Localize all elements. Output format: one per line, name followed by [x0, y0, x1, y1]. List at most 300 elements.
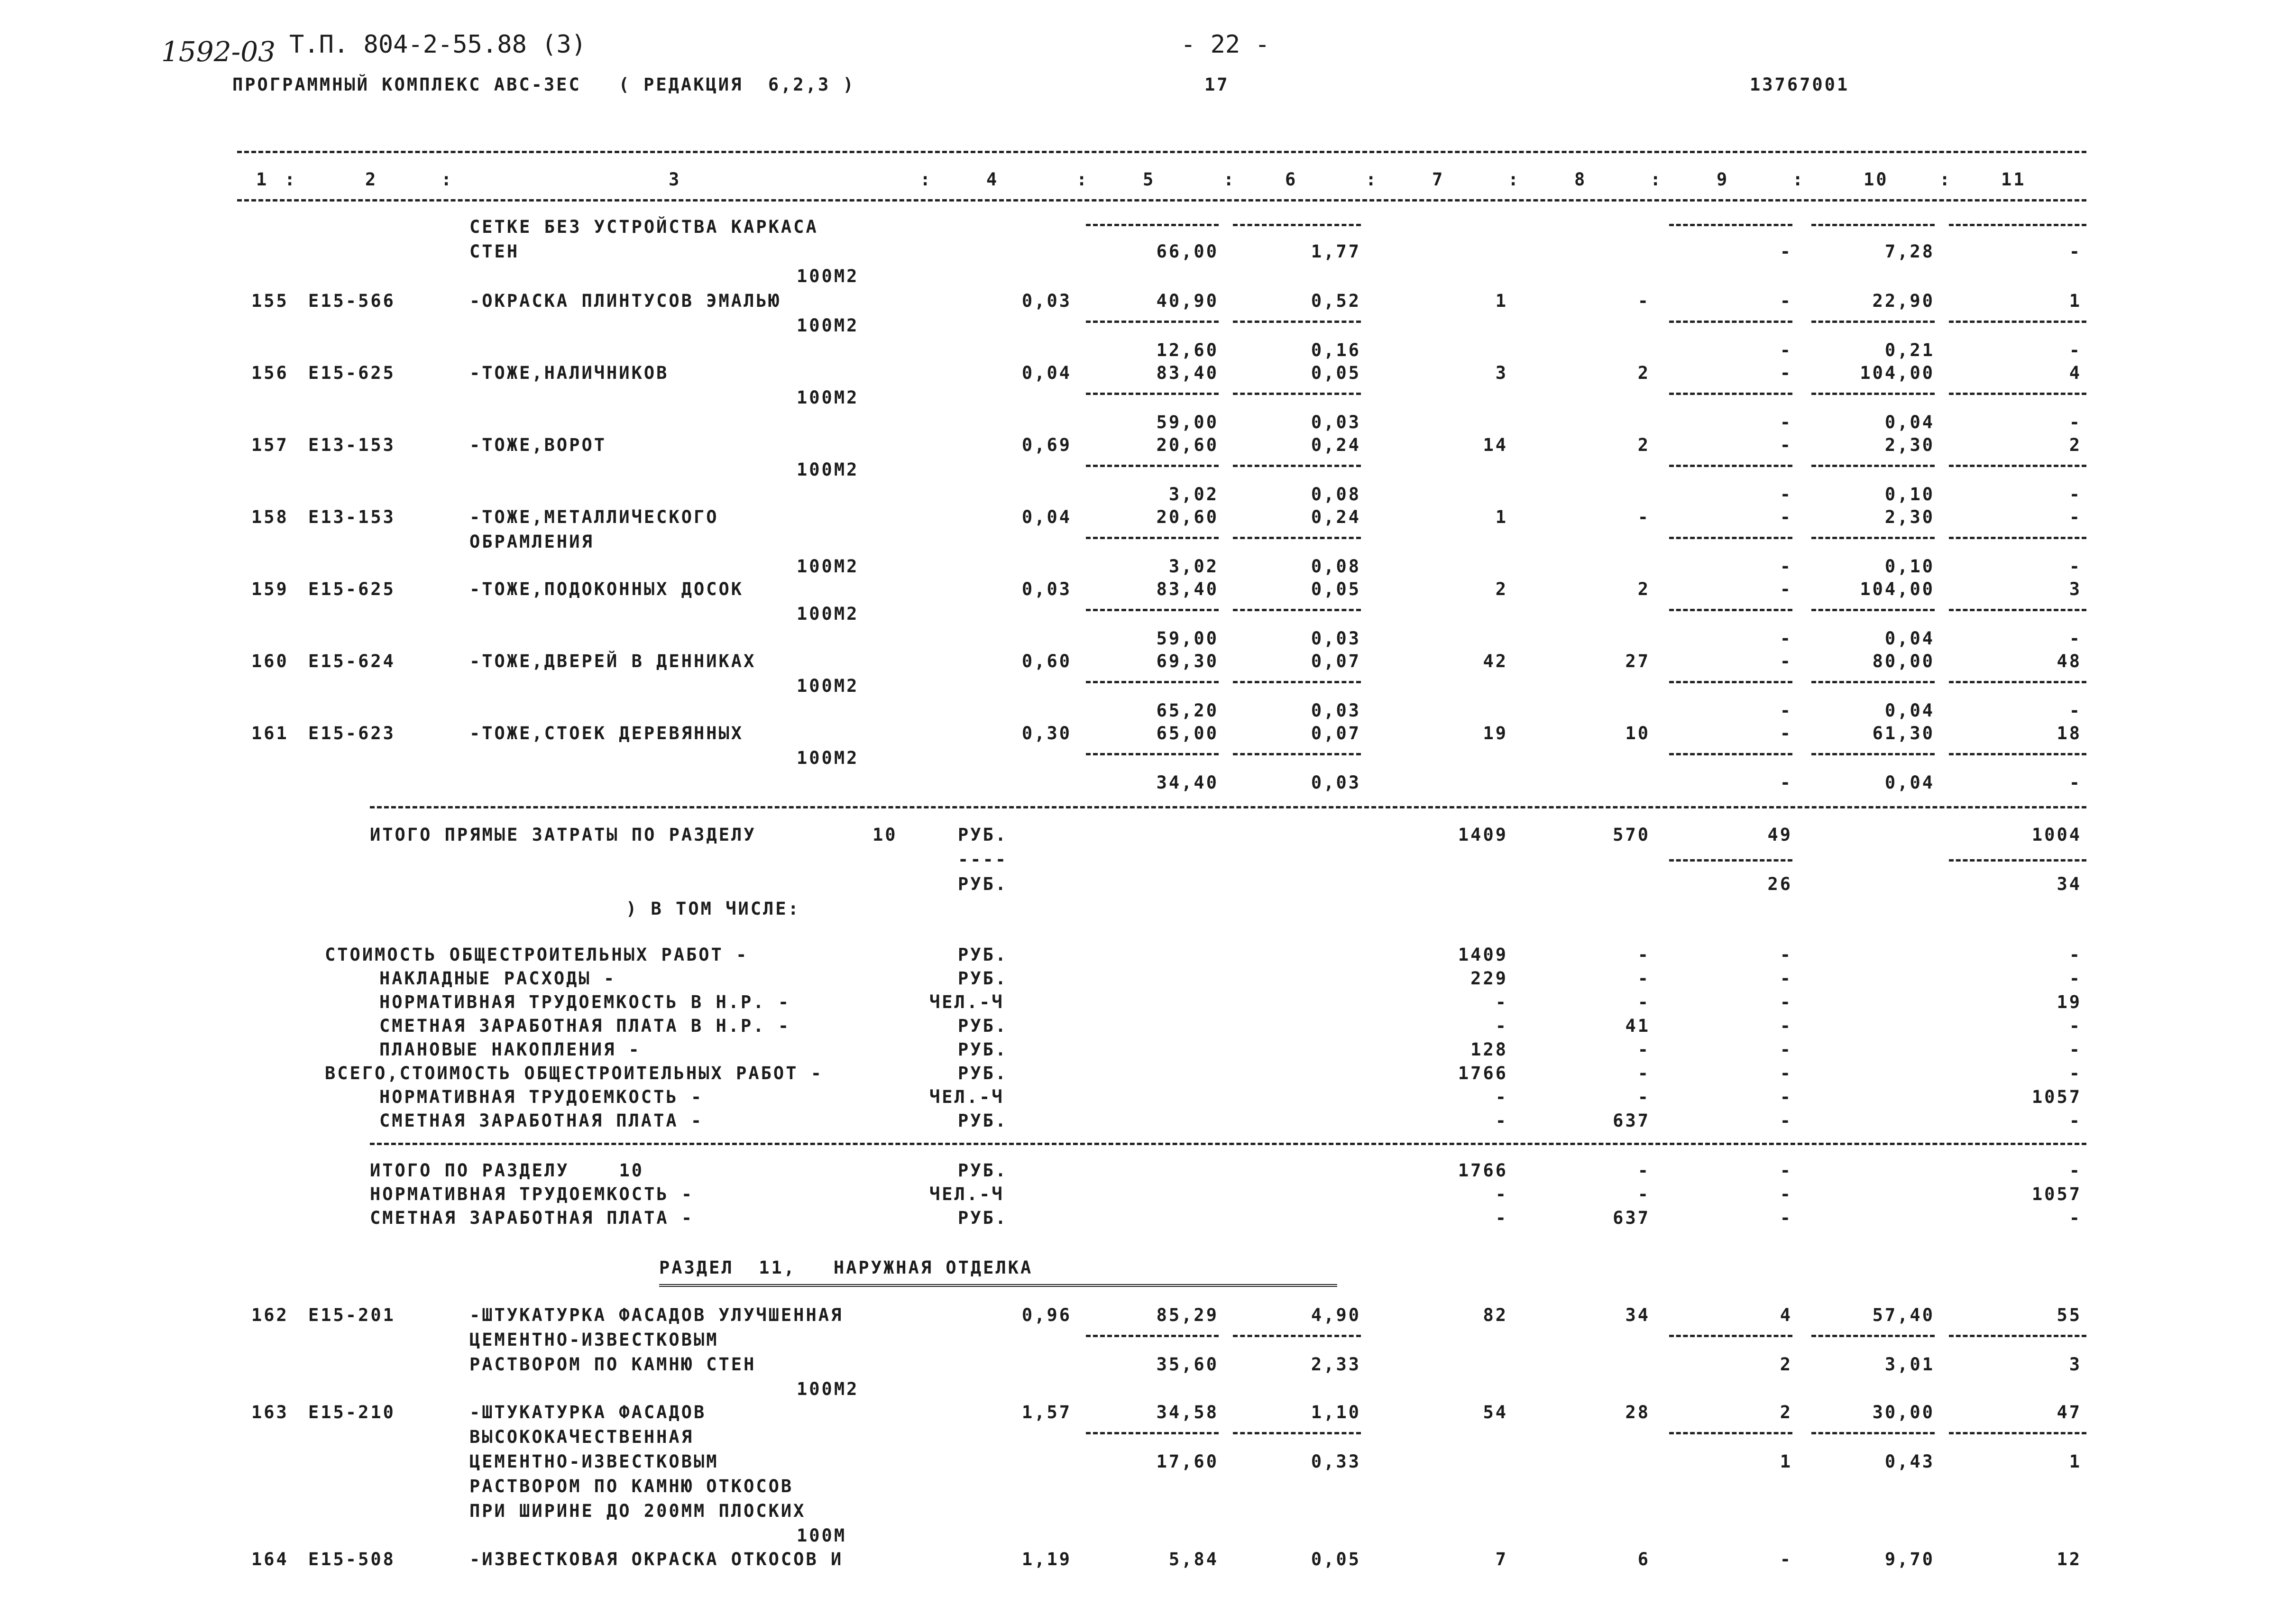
row-c10-rule	[1811, 465, 1935, 467]
row-c6-bottom: 0,03	[1311, 772, 1361, 793]
row-c10-bottom: 0,04	[1884, 412, 1935, 432]
row-c9-top: -	[1780, 1549, 1792, 1569]
summary-c7: -	[1495, 1087, 1508, 1107]
row-quantity: 1,19	[1021, 1549, 1072, 1569]
row-c9-rule	[1669, 1432, 1792, 1434]
row-c11-top: 3	[2069, 579, 2082, 599]
row-c11-rule	[1949, 753, 2086, 755]
row-c10-rule	[1811, 681, 1935, 683]
page-number: - 22 -	[1181, 30, 1270, 59]
summary-c7: -	[1495, 1110, 1508, 1131]
row-description: -ТОЖЕ,СТОЕК ДЕРЕВЯННЫХ	[469, 723, 744, 743]
row-c6-top: 0,24	[1311, 507, 1361, 527]
summary-c8: -	[1637, 1087, 1650, 1107]
row-c6-top: 0,05	[1311, 579, 1361, 599]
row-c8: 28	[1625, 1402, 1650, 1422]
row-quantity: 1,57	[1021, 1402, 1072, 1422]
summary-unit: ЧЕЛ.-Ч	[929, 992, 1004, 1012]
row-c5-top: 5,84	[1168, 1549, 1219, 1569]
handwritten-code: 1592-03	[161, 36, 276, 68]
row-c11-top: 2	[2069, 435, 2082, 455]
row-c9-rule	[1669, 537, 1792, 539]
row-c8: 2	[1637, 435, 1650, 455]
row-c8: 2	[1637, 363, 1650, 383]
row-c5-bottom: 66,00	[1156, 241, 1219, 262]
row-description: -ШТУКАТУРКА ФАСАДОВ	[469, 1402, 707, 1422]
row-description: -ТОЖЕ,ВОРОТ	[469, 435, 607, 455]
row-quantity: 0,69	[1021, 435, 1072, 455]
row-c9-rule	[1669, 681, 1792, 683]
row-c6-top: 1,10	[1311, 1402, 1361, 1422]
row-description: -ШТУКАТУРКА ФАСАДОВ УЛУЧШЕННАЯ	[469, 1305, 844, 1325]
rate-code: Е13-153	[308, 435, 395, 455]
column-header-8: 8	[1574, 169, 1587, 190]
section-total-c7: 1766	[1458, 1160, 1508, 1181]
row-c9-top: 2	[1780, 1402, 1792, 1422]
row-c6-bottom: 0,33	[1311, 1451, 1361, 1472]
sheet-number: 17	[1204, 74, 1230, 95]
row-c6-rule	[1233, 224, 1361, 226]
row-c9-rule	[1669, 465, 1792, 467]
column-header-11: 11	[2001, 169, 2026, 190]
section-total-c8: -	[1637, 1184, 1650, 1204]
row-c6-rule	[1233, 537, 1361, 539]
row-c5-rule	[1086, 1432, 1219, 1434]
summary-c7: 128	[1470, 1039, 1508, 1060]
summary-c9: -	[1780, 992, 1792, 1012]
row-c10-bottom: 0,10	[1884, 484, 1935, 505]
row-c7: 3	[1495, 363, 1508, 383]
row-unit: 100М2	[797, 315, 859, 336]
row-description: -ОКРАСКА ПЛИНТУСОВ ЭМАЛЬЮ	[469, 291, 781, 311]
row-description: СЕТКЕ БЕЗ УСТРОЙСТВА КАРКАСА	[469, 217, 818, 237]
summary-label: ВСЕГО,СТОИМОСТЬ ОБЩЕСТРОИТЕЛЬНЫХ РАБОТ -	[325, 1063, 824, 1083]
row-unit: 100М2	[797, 676, 859, 696]
row-description: -ТОЖЕ,ДВЕРЕЙ В ДЕННИКАХ	[469, 651, 756, 671]
summary-bottom-rule	[370, 1143, 2086, 1145]
rate-code: Е13-153	[308, 507, 395, 527]
row-number: 161	[251, 723, 289, 743]
summary-c7: -	[1495, 992, 1508, 1012]
column-separator: :	[1650, 169, 1663, 190]
row-description: РАСТВОРОМ ПО КАМНЮ СТЕН	[469, 1354, 756, 1375]
row-c10-bottom: 0,10	[1884, 556, 1935, 577]
row-c11-rule	[1949, 224, 2086, 226]
column-header-9: 9	[1717, 169, 1729, 190]
row-c5-bottom: 12,60	[1156, 340, 1219, 360]
rate-code: Е15-625	[308, 363, 395, 383]
summary-label: СМЕТНАЯ ЗАРАБОТНАЯ ПЛАТА В Н.Р. -	[379, 1016, 791, 1036]
row-c7: 54	[1483, 1402, 1508, 1422]
row-c5-rule	[1086, 753, 1219, 755]
row-c11-bottom: -	[2069, 484, 2082, 505]
row-c11-top: 1	[2069, 291, 2082, 311]
row-description: ОБРАМЛЕНИЯ	[469, 532, 594, 552]
row-c11-bottom: -	[2069, 628, 2082, 649]
row-c11-bottom: 1	[2069, 1451, 2082, 1472]
row-c5-rule	[1086, 224, 1219, 226]
row-c11-bottom: -	[2069, 556, 2082, 577]
row-c10-bottom: 0,43	[1884, 1451, 1935, 1472]
section-total-label: СМЕТНАЯ ЗАРАБОТНАЯ ПЛАТА -	[370, 1208, 694, 1228]
row-c6-rule	[1233, 321, 1361, 323]
summary-c9: -	[1780, 945, 1792, 965]
row-c9-rule	[1669, 321, 1792, 323]
row-c11-rule	[1949, 1335, 2086, 1337]
row-c10-rule	[1811, 1432, 1935, 1434]
section-total-unit: ЧЕЛ.-Ч	[929, 1184, 1004, 1204]
row-c7: 42	[1483, 651, 1508, 671]
summary-c9: -	[1780, 1063, 1792, 1083]
summary-c8: 41	[1625, 1016, 1650, 1036]
totals-c9b: 26	[1767, 874, 1792, 894]
section-total-c8: -	[1637, 1160, 1650, 1181]
summary-c8: -	[1637, 945, 1650, 965]
row-number: 160	[251, 651, 289, 671]
summary-c11: -	[2069, 1063, 2082, 1083]
row-description: ЦЕМЕНТНО-ИЗВЕСТКОВЫМ	[469, 1451, 719, 1472]
section-total-c11: -	[2069, 1160, 2082, 1181]
row-unit: 100М2	[797, 556, 859, 577]
row-c6-top: 0,05	[1311, 363, 1361, 383]
row-c5-top: 40,90	[1156, 291, 1219, 311]
summary-c8: -	[1637, 1039, 1650, 1060]
row-c5-rule	[1086, 537, 1219, 539]
column-separator: :	[920, 169, 933, 190]
row-c9-bottom: -	[1780, 484, 1792, 505]
row-c10-top: 80,00	[1872, 651, 1935, 671]
section-total-label: НОРМАТИВНАЯ ТРУДОЕМКОСТЬ -	[370, 1184, 694, 1204]
summary-c8: -	[1637, 1063, 1650, 1083]
row-c6-rule	[1233, 1432, 1361, 1434]
totals-c9a: 49	[1767, 825, 1792, 845]
row-c5-bottom: 3,02	[1168, 556, 1219, 577]
row-c5-top: 83,40	[1156, 363, 1219, 383]
row-c8: 34	[1625, 1305, 1650, 1325]
row-c6-rule	[1233, 681, 1361, 683]
row-c11-top: -	[2069, 507, 2082, 527]
row-c10-top: 104,00	[1860, 363, 1935, 383]
row-c8: 2	[1637, 579, 1650, 599]
row-c11-bottom: -	[2069, 340, 2082, 360]
row-c10-rule	[1811, 393, 1935, 395]
row-c6-bottom: 0,03	[1311, 628, 1361, 649]
row-c5-rule	[1086, 609, 1219, 611]
row-c7: 14	[1483, 435, 1508, 455]
section-total-label: ИТОГО ПО РАЗДЕЛУ 10	[370, 1160, 644, 1181]
row-c7: 1	[1495, 291, 1508, 311]
summary-label: СТОИМОСТЬ ОБЩЕСТРОИТЕЛЬНЫХ РАБОТ -	[325, 945, 749, 965]
section-total-c9: -	[1780, 1208, 1792, 1228]
row-number: 164	[251, 1549, 289, 1569]
row-quantity: 0,03	[1021, 291, 1072, 311]
section-total-c9: -	[1780, 1160, 1792, 1181]
row-c8: 6	[1637, 1549, 1650, 1569]
row-c9-rule	[1669, 609, 1792, 611]
rate-code: Е15-566	[308, 291, 395, 311]
summary-c9: -	[1780, 968, 1792, 989]
row-c9-top: -	[1780, 579, 1792, 599]
row-c5-bottom: 65,20	[1156, 700, 1219, 721]
row-c9-top: -	[1780, 723, 1792, 743]
summary-c11: -	[2069, 1016, 2082, 1036]
column-separator: :	[1792, 169, 1805, 190]
summary-c9: -	[1780, 1039, 1792, 1060]
row-c9-bottom: -	[1780, 241, 1792, 262]
row-c5-bottom: 59,00	[1156, 412, 1219, 432]
section-total-c7: -	[1495, 1208, 1508, 1228]
column-header-1: 1	[256, 169, 269, 190]
row-c8: -	[1637, 291, 1650, 311]
row-c9-bottom: -	[1780, 412, 1792, 432]
row-c5-bottom: 17,60	[1156, 1451, 1219, 1472]
row-number: 157	[251, 435, 289, 455]
row-description: -ТОЖЕ,МЕТАЛЛИЧЕСКОГО	[469, 507, 719, 527]
section-total-c11: 1057	[2031, 1184, 2082, 1204]
row-c10-top: 61,30	[1872, 723, 1935, 743]
column-header-4: 4	[986, 169, 999, 190]
totals-c7: 1409	[1458, 825, 1508, 845]
row-c6-top: 0,05	[1311, 1549, 1361, 1569]
row-c6-rule	[1233, 753, 1361, 755]
summary-label: НАКЛАДНЫЕ РАСХОДЫ -	[379, 968, 616, 989]
row-c11-rule	[1949, 609, 2086, 611]
rate-code: Е15-623	[308, 723, 395, 743]
row-c9-rule	[1669, 393, 1792, 395]
summary-c9: -	[1780, 1016, 1792, 1036]
row-description: ВЫСОКОКАЧЕСТВЕННАЯ	[469, 1427, 694, 1447]
row-c11-rule	[1949, 393, 2086, 395]
table-top-rule	[237, 151, 2086, 153]
row-c10-top: 9,70	[1884, 1549, 1935, 1569]
row-c10-top: 2,30	[1884, 435, 1935, 455]
row-c11-top: 48	[2057, 651, 2082, 671]
row-number: 159	[251, 579, 289, 599]
row-description: СТЕН	[469, 241, 520, 262]
rate-code: Е15-508	[308, 1549, 395, 1569]
row-c9-bottom: 2	[1780, 1354, 1792, 1375]
summary-c11: -	[2069, 1110, 2082, 1131]
row-c5-bottom: 35,60	[1156, 1354, 1219, 1375]
section-total-c11: -	[2069, 1208, 2082, 1228]
row-c5-top: 65,00	[1156, 723, 1219, 743]
totals-unit-1: РУБ.	[958, 825, 1008, 845]
totals-c11a: 1004	[2031, 825, 2082, 845]
row-c10-rule	[1811, 224, 1935, 226]
row-c5-bottom: 59,00	[1156, 628, 1219, 649]
row-c11-rule	[1949, 465, 2086, 467]
row-c9-rule	[1669, 224, 1792, 226]
row-c5-top: 34,58	[1156, 1402, 1219, 1422]
row-unit: 100М2	[797, 748, 859, 768]
row-c6-bottom: 2,33	[1311, 1354, 1361, 1375]
row-c11-rule	[1949, 681, 2086, 683]
column-separator: :	[441, 169, 454, 190]
row-c10-bottom: 3,01	[1884, 1354, 1935, 1375]
rate-code: Е15-625	[308, 579, 395, 599]
summary-unit: РУБ.	[958, 1016, 1008, 1036]
section-total-c8: 637	[1613, 1208, 1650, 1228]
column-header-5: 5	[1143, 169, 1156, 190]
row-c5-rule	[1086, 393, 1219, 395]
summary-label: СМЕТНАЯ ЗАРАБОТНАЯ ПЛАТА -	[379, 1110, 704, 1131]
row-unit: 100М	[797, 1525, 847, 1546]
row-c9-top: -	[1780, 291, 1792, 311]
row-c6-bottom: 0,03	[1311, 700, 1361, 721]
totals-unit-2: РУБ.	[958, 874, 1008, 894]
section-11-title: РАЗДЕЛ 11, НАРУЖНАЯ ОТДЕЛКА	[659, 1257, 1033, 1278]
summary-c7: 1766	[1458, 1063, 1508, 1083]
row-unit: 100М2	[797, 459, 859, 480]
column-header-7: 7	[1432, 169, 1445, 190]
row-c11-top: 18	[2057, 723, 2082, 743]
row-c6-rule	[1233, 465, 1361, 467]
row-c10-rule	[1811, 321, 1935, 323]
row-c5-top: 83,40	[1156, 579, 1219, 599]
row-number: 156	[251, 363, 289, 383]
row-c11-bottom: -	[2069, 772, 2082, 793]
row-description: -ИЗВЕСТКОВАЯ ОКРАСКА ОТКОСОВ И	[469, 1549, 844, 1569]
summary-c11: -	[2069, 945, 2082, 965]
row-c5-top: 69,30	[1156, 651, 1219, 671]
row-c9-bottom: -	[1780, 556, 1792, 577]
section-total-c9: -	[1780, 1184, 1792, 1204]
column-separator: :	[1508, 169, 1521, 190]
row-c9-top: 4	[1780, 1305, 1792, 1325]
row-c11-rule	[1949, 1432, 2086, 1434]
summary-c8: 637	[1613, 1110, 1650, 1131]
row-c11-rule	[1949, 537, 2086, 539]
row-c11-top: 12	[2057, 1549, 2082, 1569]
including-label: ) В ТОМ ЧИСЛЕ:	[626, 899, 800, 919]
row-c5-rule	[1086, 321, 1219, 323]
totals-c11b: 34	[2057, 874, 2082, 894]
column-separator: :	[285, 169, 297, 190]
summary-c11: -	[2069, 968, 2082, 989]
row-c9-rule	[1669, 1335, 1792, 1337]
row-c6-top: 4,90	[1311, 1305, 1361, 1325]
row-quantity: 0,60	[1021, 651, 1072, 671]
summary-c7: -	[1495, 1016, 1508, 1036]
row-c10-bottom: 0,04	[1884, 772, 1935, 793]
row-number: 155	[251, 291, 289, 311]
row-c9-top: -	[1780, 651, 1792, 671]
row-quantity: 0,96	[1021, 1305, 1072, 1325]
row-c7: 7	[1495, 1549, 1508, 1569]
summary-c9: -	[1780, 1087, 1792, 1107]
row-quantity: 0,03	[1021, 579, 1072, 599]
summary-c9: -	[1780, 1110, 1792, 1131]
row-c10-top: 2,30	[1884, 507, 1935, 527]
row-c10-bottom: 0,21	[1884, 340, 1935, 360]
row-c6-rule	[1233, 1335, 1361, 1337]
column-header-2: 2	[365, 169, 378, 190]
summary-c7: 229	[1470, 968, 1508, 989]
row-c10-rule	[1811, 1335, 1935, 1337]
row-c10-rule	[1811, 753, 1935, 755]
summary-label: ПЛАНОВЫЕ НАКОПЛЕНИЯ -	[379, 1039, 641, 1060]
summary-c11: 19	[2057, 992, 2082, 1012]
row-c8: 27	[1625, 651, 1650, 671]
row-c7: 19	[1483, 723, 1508, 743]
row-c5-top: 85,29	[1156, 1305, 1219, 1325]
row-c9-top: -	[1780, 435, 1792, 455]
totals-c9-rule	[1669, 859, 1792, 862]
rate-code: Е15-624	[308, 651, 395, 671]
column-separator: :	[1366, 169, 1378, 190]
row-description: ПРИ ШИРИНЕ ДО 200ММ ПЛОСКИХ	[469, 1501, 806, 1521]
totals-dashes: ----	[958, 849, 1008, 870]
row-c7: 82	[1483, 1305, 1508, 1325]
summary-c7: 1409	[1458, 945, 1508, 965]
row-description: РАСТВОРОМ ПО КАМНЮ ОТКОСОВ	[469, 1476, 794, 1496]
row-c10-top: 22,90	[1872, 291, 1935, 311]
row-c6-top: 0,07	[1311, 651, 1361, 671]
row-number: 163	[251, 1402, 289, 1422]
row-c9-top: -	[1780, 507, 1792, 527]
row-c6-bottom: 0,08	[1311, 556, 1361, 577]
row-c6-top: 0,07	[1311, 723, 1361, 743]
totals-c8: 570	[1613, 825, 1650, 845]
row-c5-top: 20,60	[1156, 507, 1219, 527]
row-c10-bottom: 0,04	[1884, 700, 1935, 721]
row-c11-bottom: -	[2069, 241, 2082, 262]
row-c5-bottom: 34,40	[1156, 772, 1219, 793]
row-unit: 100М2	[797, 1379, 859, 1399]
row-c8: 10	[1625, 723, 1650, 743]
row-c6-top: 0,24	[1311, 435, 1361, 455]
column-separator: :	[1939, 169, 1952, 190]
row-c6-rule	[1233, 609, 1361, 611]
row-number: 158	[251, 507, 289, 527]
summary-c11: -	[2069, 1039, 2082, 1060]
totals-c11-rule	[1949, 859, 2086, 862]
totals-section-no: 10	[872, 825, 898, 845]
row-c9-bottom: -	[1780, 700, 1792, 721]
row-c11-bottom: -	[2069, 412, 2082, 432]
column-header-10: 10	[1864, 169, 1889, 190]
summary-unit: РУБ.	[958, 945, 1008, 965]
row-c8: -	[1637, 507, 1650, 527]
row-c9-bottom: -	[1780, 772, 1792, 793]
row-unit: 100М2	[797, 387, 859, 408]
row-number: 162	[251, 1305, 289, 1325]
row-quantity: 0,30	[1021, 723, 1072, 743]
summary-unit: РУБ.	[958, 1110, 1008, 1131]
row-c9-bottom: -	[1780, 340, 1792, 360]
row-c11-top: 55	[2057, 1305, 2082, 1325]
summary-unit: РУБ.	[958, 1039, 1008, 1060]
row-description: ЦЕМЕНТНО-ИЗВЕСТКОВЫМ	[469, 1330, 719, 1350]
row-c11-top: 47	[2057, 1402, 2082, 1422]
row-c10-bottom: 7,28	[1884, 241, 1935, 262]
row-c9-bottom: -	[1780, 628, 1792, 649]
row-c6-top: 0,52	[1311, 291, 1361, 311]
row-c6-bottom: 1,77	[1311, 241, 1361, 262]
row-c10-top: 104,00	[1860, 579, 1935, 599]
row-c11-top: 4	[2069, 363, 2082, 383]
row-quantity: 0,04	[1021, 507, 1072, 527]
row-c7: 1	[1495, 507, 1508, 527]
row-c6-rule	[1233, 393, 1361, 395]
row-c5-bottom: 3,02	[1168, 484, 1219, 505]
rate-code: Е15-201	[308, 1305, 395, 1325]
totals-title: ИТОГО ПРЯМЫЕ ЗАТРАТЫ ПО РАЗДЕЛУ	[370, 825, 756, 845]
summary-c8: -	[1637, 992, 1650, 1012]
summary-unit: РУБ.	[958, 968, 1008, 989]
section-total-unit: РУБ.	[958, 1208, 1008, 1228]
row-c10-bottom: 0,04	[1884, 628, 1935, 649]
